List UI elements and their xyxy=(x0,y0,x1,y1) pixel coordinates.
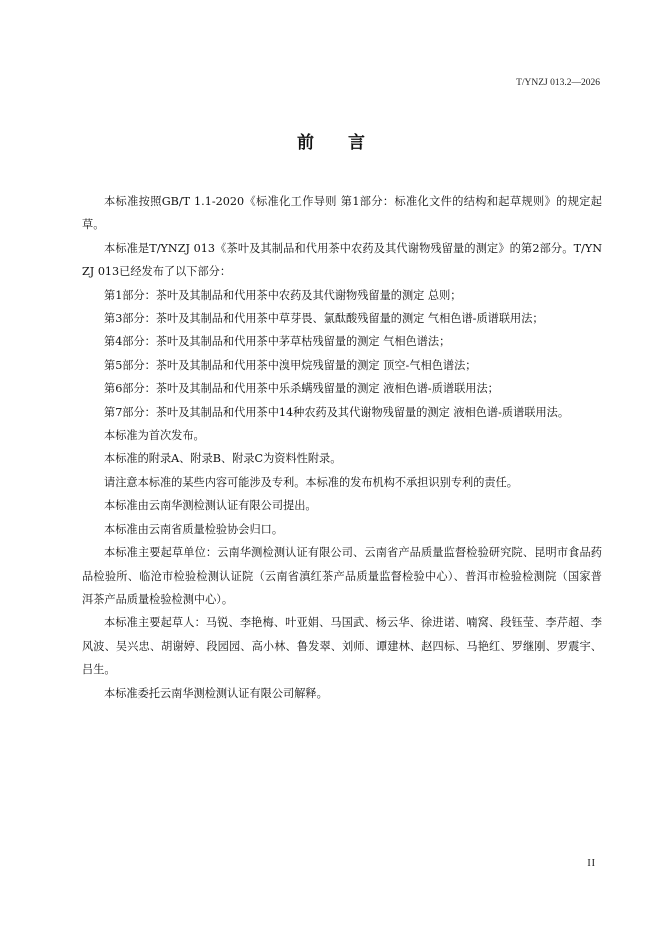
part-list-item-4: 第4部分：茶叶及其制品和代用茶中茅草枯残留量的测定 气相色谱法； xyxy=(104,335,451,349)
standard-code: T/YNZJ 013.2—2026 xyxy=(516,78,600,88)
part-list-item-1: 第1部分：茶叶及其制品和代用茶中农药及其代谢物残留量的测定 总则； xyxy=(104,288,462,302)
page-number: II xyxy=(587,858,596,869)
paragraph-administrator: 本标准由云南省质量检验协会归口。 xyxy=(104,522,284,536)
paragraph-interpretation: 本标准委托云南华测检测认证有限公司解释。 xyxy=(104,686,328,700)
part-list-item-5: 第5部分：茶叶及其制品和代用茶中溴甲烷残留量的测定 顶空-气相色谱法； xyxy=(104,358,477,372)
paragraph-proposer: 本标准由云南华测检测认证有限公司提出。 xyxy=(104,499,317,513)
paragraph-patent-notice: 请注意本标准的某些内容可能涉及专利。本标准的发布机构不承担识别专利的责任。 xyxy=(104,475,518,489)
paragraph-drafting-units: 本标准主要起草单位：云南华测检测认证有限公司、云南省产品质量监督检验研究院、昆明市食品药品检验所、临沧市检验检测认证院（云南省滇红茶产品质量监督检验中心）、普洱市检验检测院（国家普洱茶产品质量检验检测中心）。 xyxy=(82,546,602,606)
foreword-body xyxy=(82,190,602,705)
paragraph-drafters: 本标准主要起草人：马锐、李艳梅、叶亚娟、马国武、杨云华、徐进诺、喃窝、段钰莹、李芹超、李风波、吴兴忠、胡谢婷、段园园、高小林、鲁发翠、刘师、谭建林、赵四标、马艳红、罗继刚、罗震宇、吕生。 xyxy=(82,616,602,677)
page-title: 前言 xyxy=(297,133,399,153)
paragraph-part-description: 本标准是T/YNZJ 013《茶叶及其制品和代用茶中农药及其代谢物残留量的测定》的第2部分。T/YNZJ 013已经发布了以下部分： xyxy=(82,241,602,279)
part-list-item-7: 第7部分：茶叶及其制品和代用茶中14种农药及其代谢物残留量的测定 液相色谱-质谱联用法。 xyxy=(104,405,570,419)
paragraph-appendix: 本标准的附录A、附录B、附录C为资料性附录。 xyxy=(104,452,342,466)
paragraph-first-release: 本标准为首次发布。 xyxy=(104,429,205,443)
paragraph-drafting-rules: 本标准按照GB/T 1.1-2020《标准化工作导则 第1部分：标准化文件的结构和起草规则》的规定起草。 xyxy=(82,195,602,232)
part-list-item-3: 第3部分：茶叶及其制品和代用茶中草芽畏、氯酞酸残留量的测定 气相色谱-质谱联用法； xyxy=(104,312,544,326)
part-list-item-6: 第6部分：茶叶及其制品和代用茶中乐杀螨残留量的测定 液相色谱-质谱联用法； xyxy=(104,382,499,396)
